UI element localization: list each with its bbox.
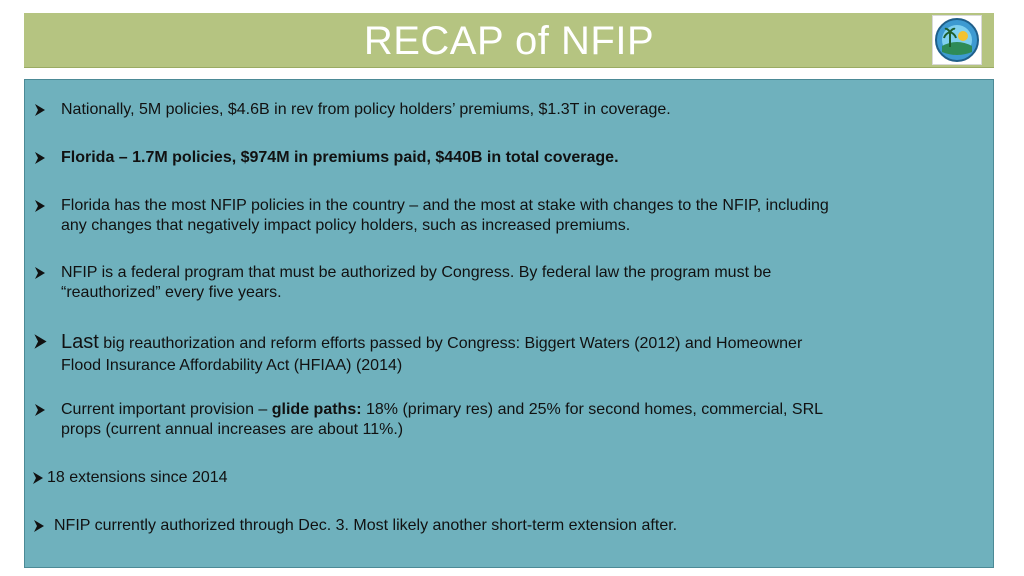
glide-paths-label: glide paths:: [271, 401, 362, 418]
bullet-text-line1: big reauthorization and reform efforts passed by Congress: Biggert Waters (2012) and Homeowner: [98, 335, 803, 352]
arrow-bullet-icon: [33, 103, 47, 117]
county-seal-icon: [932, 15, 982, 65]
bullet-item: [25, 400, 973, 440]
bullet-text-line2: Flood Insurance Affordability Act (HFIAA) (2014): [61, 357, 403, 374]
slide-title: RECAP of NFIP: [363, 19, 655, 63]
arrow-bullet-icon: [32, 333, 49, 350]
bullet-text-line1: NFIP is a federal program that must be authorized by Congress. By federal law the program must be: [61, 264, 772, 281]
bullet-item: [25, 330, 973, 376]
bullet-item: [25, 468, 973, 488]
arrow-bullet-icon: [31, 471, 45, 485]
bullet-item: [25, 148, 973, 168]
bullet-text-line2: props (current annual increases are about 11%.): [61, 421, 404, 438]
bullet-item: [25, 516, 973, 536]
bullet-text-line2: “reauthorized” every five years.: [61, 284, 282, 301]
bullet-text: Nationally, 5M policies, $4.6B in rev from policy holders’ premiums, $1.3T in coverage.: [61, 101, 671, 118]
arrow-bullet-icon: [33, 266, 47, 280]
content-panel: [24, 79, 994, 568]
bullet-text-post: 18% (primary res) and 25% for second homes, commercial, SRL: [361, 401, 824, 418]
bullet-text: Florida – 1.7M policies, $974M in premiums paid, $440B in total coverage.: [61, 149, 619, 166]
arrow-bullet-icon: [32, 519, 46, 533]
bullet-text-line2: any changes that negatively impact policy holders, such as increased premiums.: [61, 217, 631, 234]
bullet-text: 18 extensions since 2014: [47, 469, 228, 486]
bullet-item: [25, 196, 973, 236]
bullet-item: [25, 100, 973, 120]
bullet-text-pre: Current important provision –: [61, 401, 272, 418]
title-bar: [24, 13, 994, 68]
bullet-item: [25, 263, 973, 303]
bullet-text: NFIP currently authorized through Dec. 3. Most likely another short-term extension after.: [54, 517, 678, 534]
arrow-bullet-icon: [33, 199, 47, 213]
arrow-bullet-icon: [33, 403, 47, 417]
arrow-bullet-icon: [33, 151, 47, 165]
bullet-text-line1: Florida has the most NFIP policies in the country – and the most at stake with changes to the NFIP, including: [61, 197, 829, 214]
bullet-lead-word: Last: [61, 331, 99, 353]
